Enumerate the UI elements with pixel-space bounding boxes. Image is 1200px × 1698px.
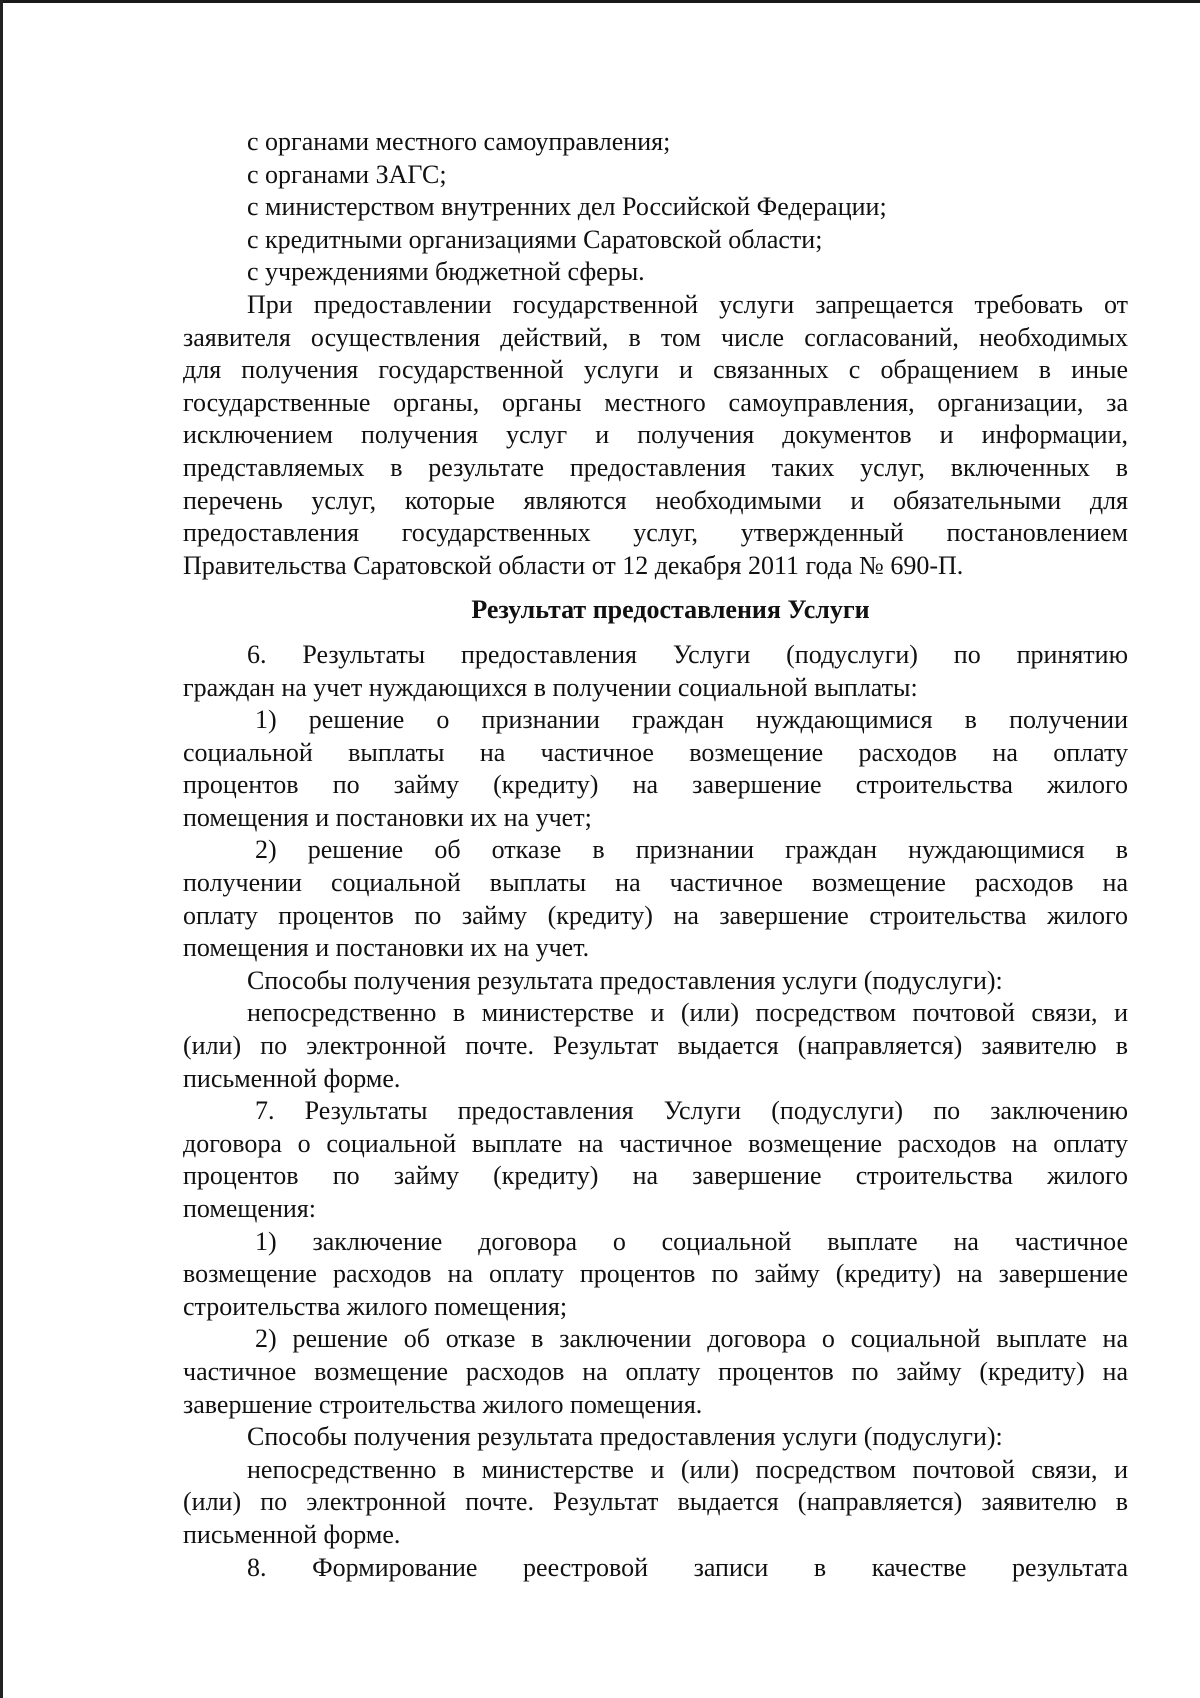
paragraph-line: помещения и постановки их на учет; (183, 802, 592, 832)
list-item: с министерством внутренних дел Российской Федерации; (247, 192, 887, 222)
list-item: с органами местного самоуправления; (247, 127, 671, 156)
paragraph-line: Способы получения результата предоставления услуги (подуслуги): (247, 1422, 1003, 1452)
paragraph-line: строительства жилого помещения; (183, 1291, 568, 1321)
paragraph-line: перечень услуг, которые являются необходимыми и обязательными для (183, 485, 1128, 515)
paragraph-line: Правительства Саратовской области от 12 декабря 2011 года № 690-П. (183, 550, 964, 580)
paragraph-line: (или) по электронной почте. Результат выдается (направляется) заявителю в (183, 1031, 1128, 1061)
paragraph-line: Способы получения результата предоставления услуги (подуслуги): (247, 965, 1003, 995)
paragraph-line: заявителя осуществления действий, в том числе согласований, необходимых (183, 322, 1128, 352)
paragraph-line: завершение строительства жилого помещения. (183, 1389, 703, 1419)
paragraph-line: 6. Результаты предоставления Услуги (подуслуги) по принятию (247, 639, 1128, 669)
scan-border-left (0, 0, 3, 1698)
paragraph-line: договора о социальной выплате на частичное возмещение расходов на оплату (183, 1128, 1128, 1158)
paragraph-line: письменной форме. (183, 1519, 401, 1549)
paragraph-line: 2) решение об отказе в заключении договора о социальной выплате на (255, 1324, 1128, 1354)
paragraph-line: непосредственно в министерстве и (или) посредством почтовой связи, и (247, 1454, 1128, 1484)
paragraph-line: помещения: (183, 1194, 316, 1223)
paragraph-line: процентов по займу (кредиту) на завершение строительства жилого (183, 1161, 1128, 1191)
paragraph-line: 1) решение о признании граждан нуждающимися в получении (255, 705, 1128, 735)
paragraph-line: 7. Результаты предоставления Услуги (подуслуги) по заключению (255, 1096, 1128, 1126)
paragraph-line: При предоставлении государственной услуги запрещается требовать от (247, 289, 1128, 319)
paragraph-line: помещения и постановки их на учет. (183, 933, 590, 963)
paragraph-line: предоставления государственных услуг, утвержденный постановлением (183, 518, 1128, 548)
scan-border-top (0, 0, 1200, 3)
paragraph-line: (или) по электронной почте. Результат выдается (направляется) заявителю в (183, 1487, 1128, 1517)
paragraph-line: письменной форме. (183, 1063, 401, 1093)
list-item: с учреждениями бюджетной сферы. (247, 257, 645, 287)
paragraph-line: непосредственно в министерстве и (или) посредством почтовой связи, и (247, 998, 1128, 1028)
paragraph-line: представляемых в результате предоставления таких услуг, включенных в (183, 452, 1128, 482)
section-heading: Результат предоставления Услуги (471, 595, 870, 625)
paragraph-line: граждан на учет нуждающихся в получении социальной выплаты: (183, 672, 918, 702)
paragraph-line: возмещение расходов на оплату процентов по займу (кредиту) на завершение (183, 1259, 1128, 1289)
document-page (183, 126, 1128, 1584)
list-item: с органами ЗАГС; (247, 159, 447, 189)
paragraph-line: 8. Формирование реестровой записи в качестве результата (247, 1552, 1128, 1582)
paragraph-line: процентов по займу (кредиту) на завершение строительства жилого (183, 770, 1128, 800)
paragraph-line: исключением получения услуг и получения документов и информации, (183, 420, 1128, 450)
paragraph-line: государственные органы, органы местного самоуправления, организации, за (183, 387, 1128, 417)
paragraph-line: социальной выплаты на частичное возмещение расходов на оплату (183, 737, 1128, 767)
paragraph-line: для получения государственной услуги и связанных с обращением в иные (183, 355, 1128, 385)
list-item: с кредитными организациями Саратовской области; (247, 224, 823, 254)
paragraph-line: частичное возмещение расходов на оплату процентов по займу (кредиту) на (183, 1356, 1128, 1386)
paragraph-line: 2) решение об отказе в признании граждан нуждающимися в (255, 835, 1128, 865)
paragraph-line: получении социальной выплаты на частичное возмещение расходов на (183, 868, 1128, 898)
paragraph-line: 1) заключение договора о социальной выплате на частичное (255, 1226, 1128, 1256)
paragraph-line: оплату процентов по займу (кредиту) на завершение строительства жилого (183, 900, 1128, 930)
